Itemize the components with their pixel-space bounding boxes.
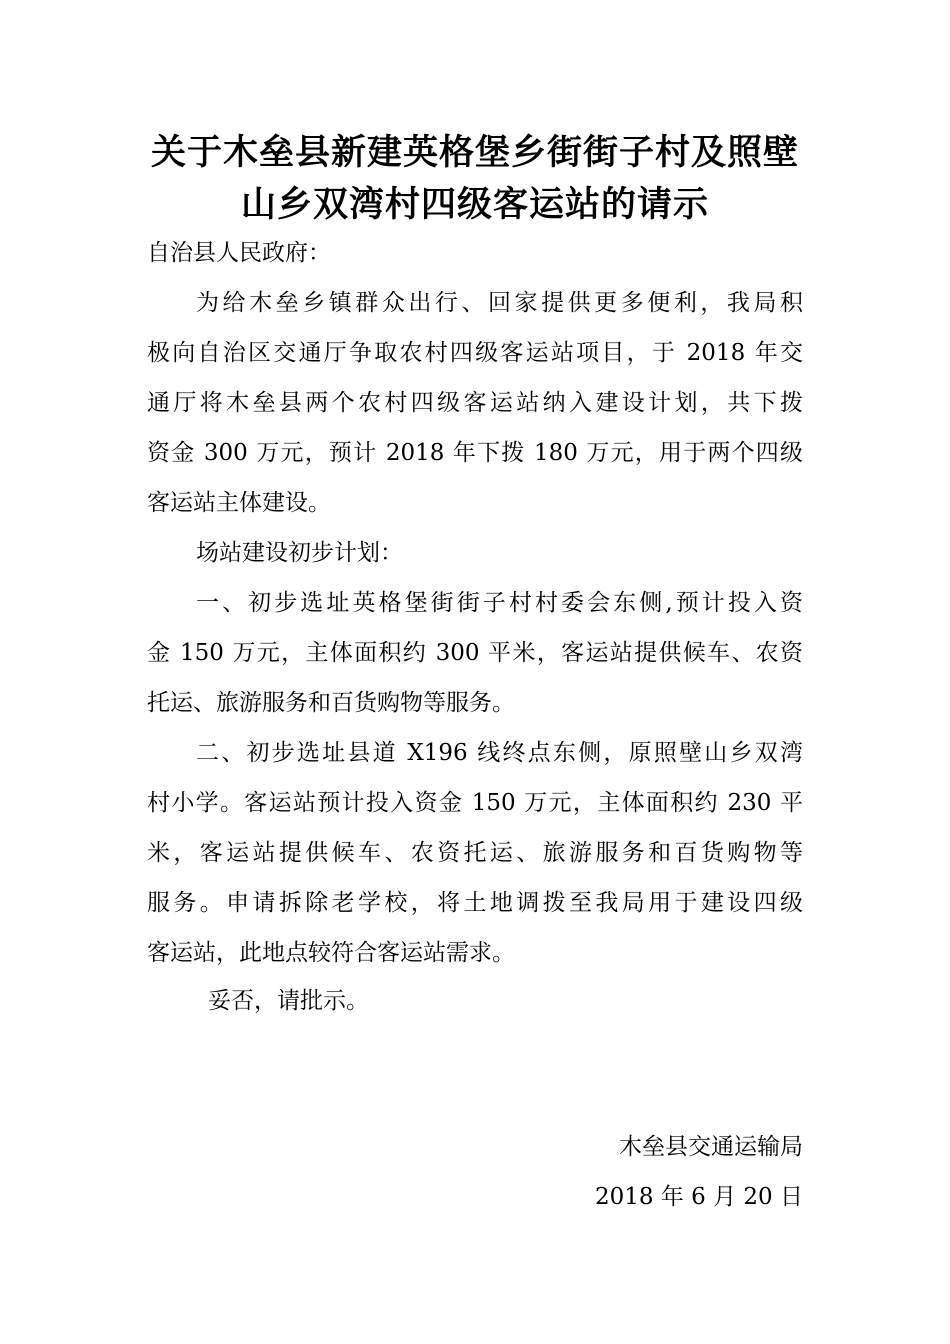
item-2-line-3: 米，客运站提供候车、农资托运、旅游服务和百货购物等: [147, 840, 803, 866]
item-2-line-4: 服务。申请拆除老学校，将土地调拨至我局用于建设四级: [147, 890, 803, 916]
signature-date: 2018 年 6 月 20 日: [595, 1184, 803, 1210]
paragraph-1-line-4: 资金 300 万元，预计 2018 年下拨 180 万元，用于两个四级: [147, 440, 803, 466]
paragraph-1-line-3: 通厅将木垒县两个农村四级客运站纳入建设计划，共下拨: [147, 390, 803, 416]
signature-organization: 木垒县交通运输局: [619, 1134, 803, 1160]
addressee: 自治县人民政府：: [147, 240, 331, 266]
document-title-line-2: 山乡双湾村四级客运站的请示: [240, 185, 709, 225]
paragraph-1-line-1: 为给木垒乡镇群众出行、回家提供更多便利，我局积: [196, 290, 803, 316]
paragraph-1-line-5: 客运站主体建设。: [147, 490, 331, 516]
item-1-line-3: 托运、旅游服务和百货购物等服务。: [147, 690, 515, 716]
paragraph-1-line-2: 极向自治区交通厅争取农村四级客运站项目，于 2018 年交: [147, 340, 803, 366]
plan-heading: 场站建设初步计划：: [196, 540, 403, 566]
item-2-line-2: 村小学。客运站预计投入资金 150 万元，主体面积约 230 平: [147, 790, 803, 816]
closing-request: 妥否，请批示。: [208, 988, 369, 1014]
item-1-line-2: 金 150 万元，主体面积约 300 平米，客运站提供候车、农资: [147, 640, 803, 666]
document-title-line-1: 关于木垒县新建英格堡乡街街子村及照壁: [150, 133, 799, 173]
item-2-line-1: 二、初步选址县道 X196 线终点东侧，原照壁山乡双湾: [196, 740, 803, 766]
item-2-line-5: 客运站，此地点较符合客运站需求。: [147, 940, 515, 966]
item-1-line-1: 一、初步选址英格堡街街子村村委会东侧,预计投入资: [196, 590, 803, 616]
